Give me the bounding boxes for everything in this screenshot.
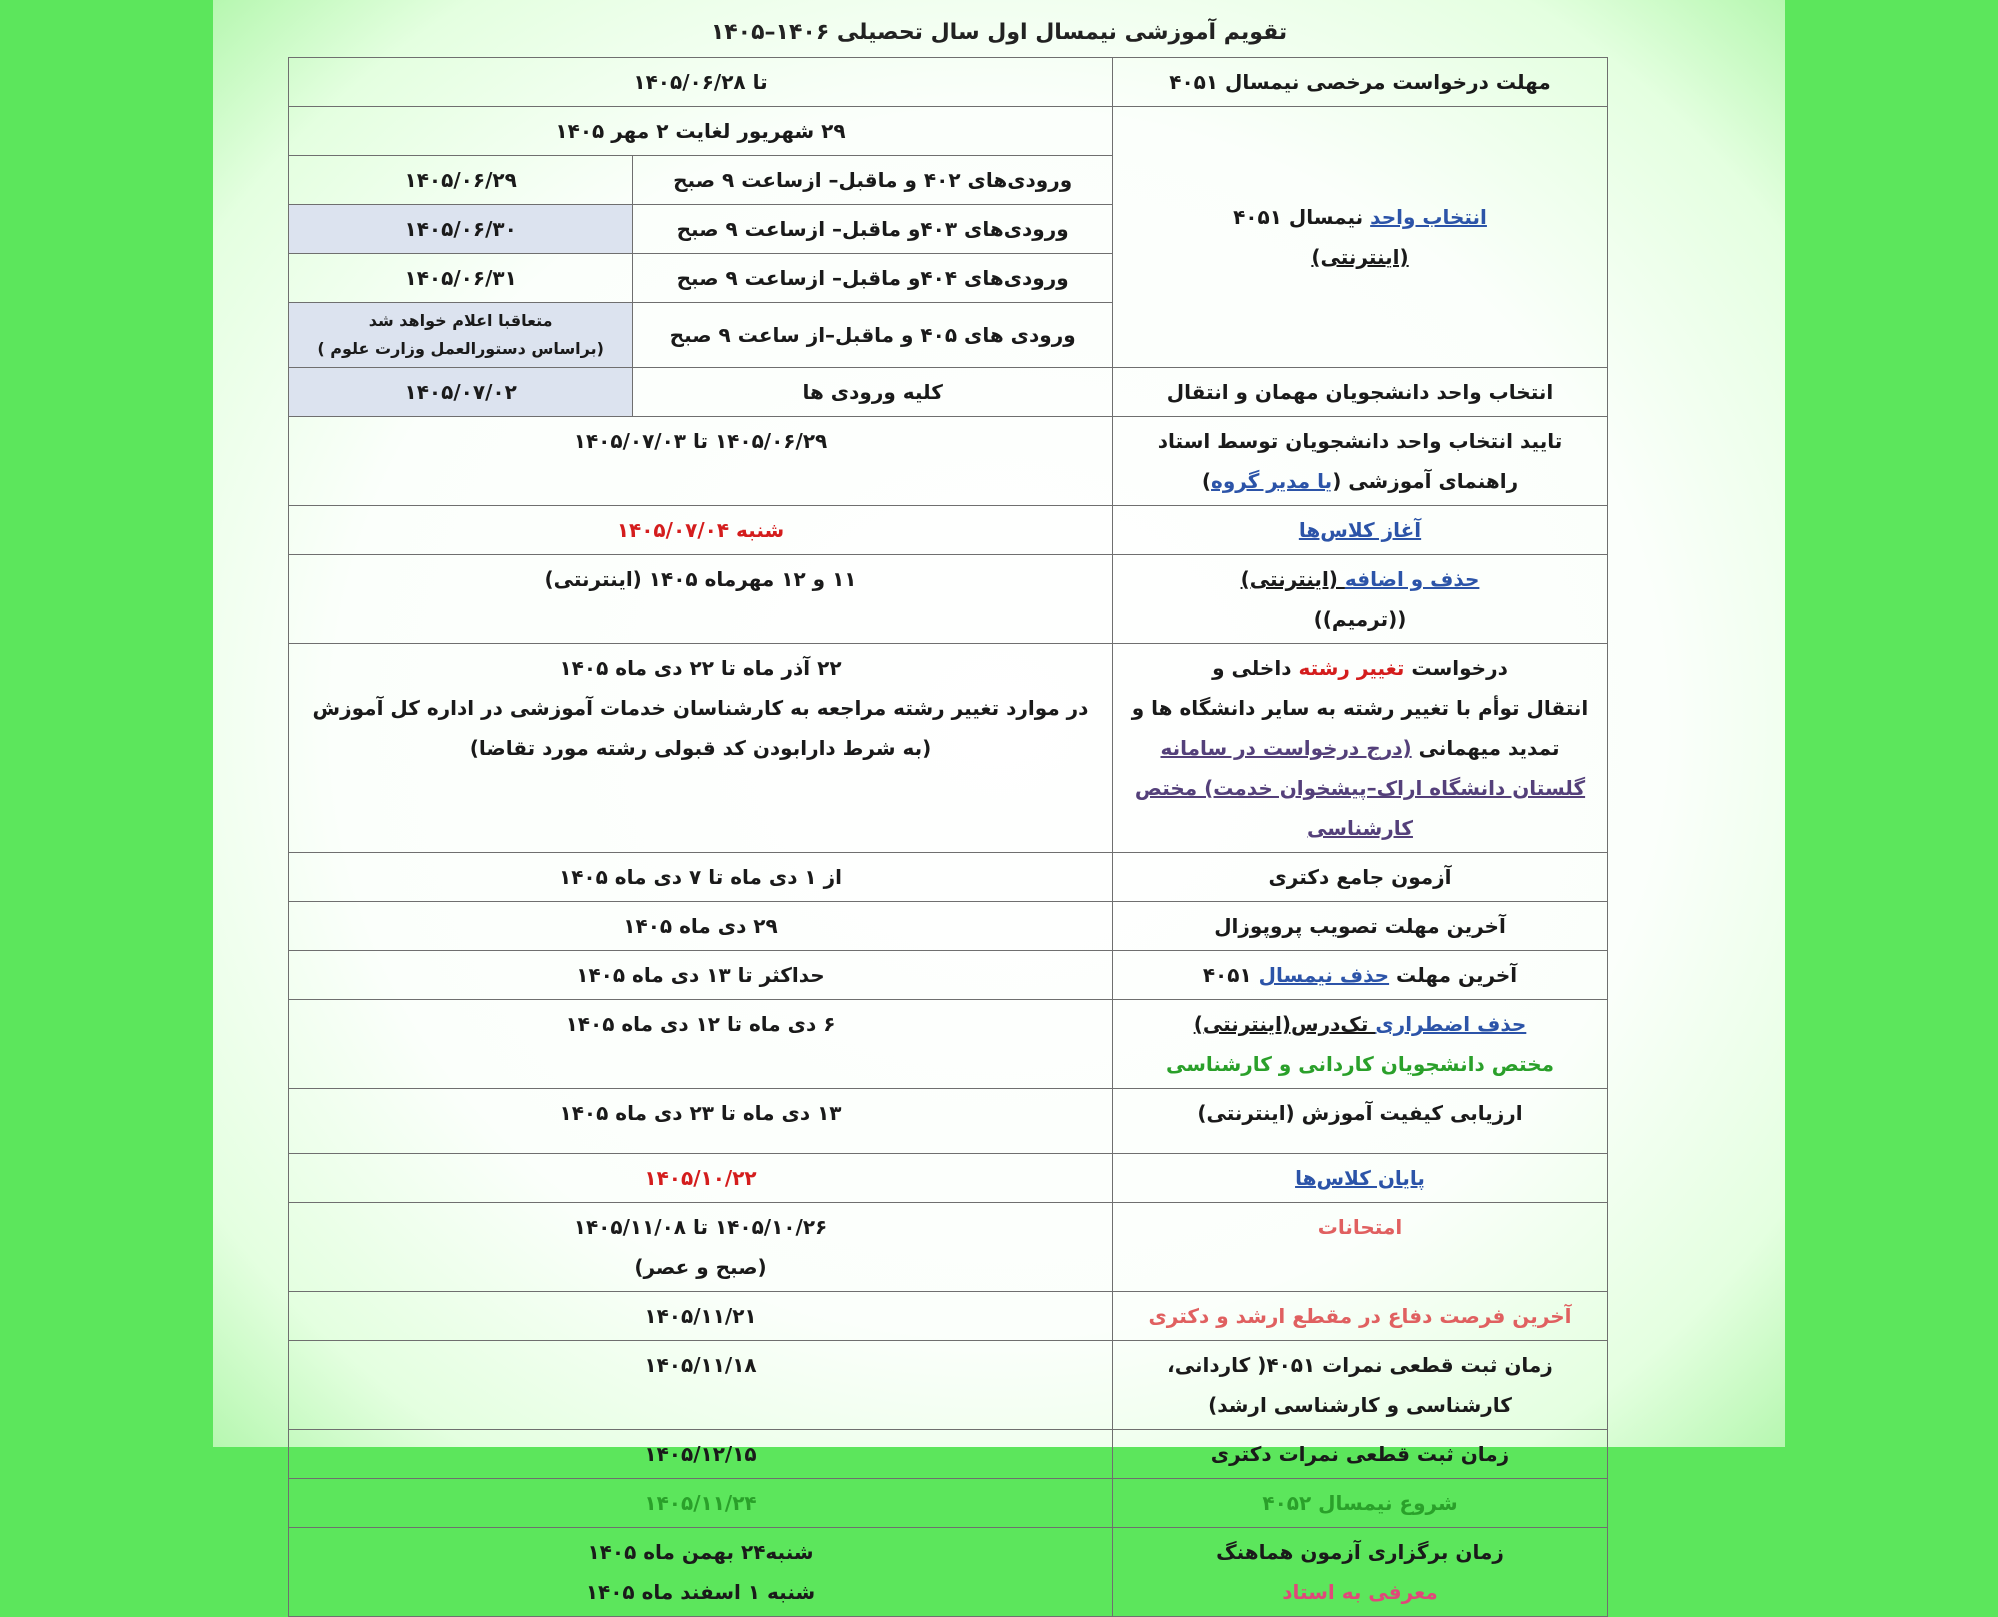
value-line: (صبح و عصر): [634, 1255, 767, 1279]
label-text: درخواست: [1404, 656, 1508, 680]
label-text: کارشناسی و کارشناسی ارشد): [1208, 1393, 1512, 1417]
cohort-group: ورودی‌های ۴۰۳و ماقبل– ازساعت ۹ صبح: [633, 205, 1113, 254]
label-highlight: حذف نیمسال: [1258, 963, 1390, 987]
row-label: آخرین مهلت تصویب پروپوزال: [1113, 902, 1608, 951]
row-label: [1113, 1528, 1608, 1617]
row-value: ۱۴۰۵/۱۲/۱۵: [289, 1430, 1113, 1479]
table-row: [289, 644, 1608, 853]
table-row: [289, 1154, 1608, 1203]
label-text: راهنمای آموزشی (: [1332, 469, 1519, 493]
value-line: شنبه ۱ اسفند ماه ۱۴۰۵: [585, 1580, 816, 1604]
table-row: [289, 1430, 1608, 1479]
table-row: [289, 506, 1608, 555]
row-value: [289, 1203, 1113, 1292]
row-value: [289, 1528, 1113, 1617]
label-highlight: یا مدیر گروه: [1211, 469, 1333, 493]
row-label: آغاز کلاس‌ها: [1113, 506, 1608, 555]
table-row: [289, 1479, 1608, 1528]
row-value: ۱۴۰۵/۱۰/۲۲: [289, 1154, 1113, 1203]
row-value: [289, 644, 1113, 853]
cohort-date: ۱۴۰۵/۰۶/۳۰: [289, 205, 633, 254]
row-group: کلیه ورودی ها: [633, 368, 1113, 417]
table-row: [289, 902, 1608, 951]
page-title: تقویم آموزشی نیمسال اول سال تحصیلی ۱۴۰۶–۱۴۰۵: [710, 20, 1288, 45]
label-text: تک‌درس(اینترنتی): [1193, 1012, 1376, 1036]
row-value: ۱۱ و ۱۲ مهرماه ۱۴۰۵ (اینترنتی): [289, 555, 1113, 644]
label-text: (اینترنتی): [1311, 245, 1409, 269]
row-value: ۲۹ شهریور لغایت ۲ مهر ۱۴۰۵: [289, 107, 1113, 156]
label-text: (اینترنتی): [1240, 567, 1345, 591]
table-row: [289, 417, 1608, 506]
label-text: ): [1201, 469, 1212, 493]
row-value: حداکثر تا ۱۳ دی ماه ۱۴۰۵: [289, 951, 1113, 1000]
row-label: [1113, 417, 1608, 506]
row-value: ۶ دی ماه تا ۱۲ دی ماه ۱۴۰۵: [289, 1000, 1113, 1089]
label-text: زمان ثبت قطعی نمرات ۴۰۵۱( کاردانی،: [1167, 1353, 1553, 1377]
value-line: ۲۲ آذر ماه تا ۲۲ دی ماه ۱۴۰۵: [559, 656, 842, 680]
cohort-group: ورودی‌های ۴۰۲ و ماقبل– ازساعت ۹ صبح: [633, 156, 1113, 205]
row-value: ۱۳ دی ماه تا ۲۳ دی ماه ۱۴۰۵: [289, 1089, 1113, 1154]
label-highlight: حذف اضطراری: [1375, 1012, 1527, 1036]
cohort-group: ورودی‌های ۴۰۴و ماقبل– ازساعت ۹ صبح: [633, 254, 1113, 303]
table-row: [289, 555, 1608, 644]
label-highlight: (درج درخواست در سامانه: [1160, 736, 1412, 760]
row-label: [1113, 1341, 1608, 1430]
cohort-date: ۱۴۰۵/۰۶/۳۱: [289, 254, 633, 303]
value-line: در موارد تغییر رشته مراجعه به کارشناسان خدمات آموزشی در اداره کل آموزش: [312, 696, 1089, 720]
cohort-date: ۱۴۰۵/۰۶/۲۹: [289, 156, 633, 205]
label-text: آخرین مهلت: [1389, 963, 1518, 987]
row-value: ۲۹ دی ماه ۱۴۰۵: [289, 902, 1113, 951]
table-row: [289, 853, 1608, 902]
row-value: ۱۴۰۵/۱۱/۲۴: [289, 1479, 1113, 1528]
calendar-table: [288, 57, 1608, 1617]
cohort-date: [289, 303, 633, 368]
row-label: [1113, 644, 1608, 853]
table-row: [289, 951, 1608, 1000]
row-label: [1113, 1000, 1608, 1089]
row-label: پایان کلاس‌ها: [1113, 1154, 1608, 1203]
row-value: ۱۴۰۵/۱۱/۲۱: [289, 1292, 1113, 1341]
value-line: شنبه۲۴ بهمن ماه ۱۴۰۵: [587, 1540, 814, 1564]
label-highlight: تغییر رشته: [1298, 656, 1405, 680]
label-text: نیمسال ۴۰۵۱: [1233, 205, 1371, 229]
row-value: تا ۱۴۰۵/۰۶/۲۸: [289, 58, 1113, 107]
row-label: آزمون جامع دکتری: [1113, 853, 1608, 902]
calendar-sheet: [213, 0, 1785, 1604]
date-note: متعاقبا اعلام خواهد شد: [368, 311, 553, 330]
label-highlight: معرفی به استاد: [1282, 1580, 1438, 1604]
label-highlight: حذف و اضافه: [1344, 567, 1480, 591]
label-text: ((ترمیم)): [1313, 607, 1407, 631]
label-text: تمدید میهمانی: [1411, 736, 1560, 760]
date-note: (براساس دستورالعمل وزارت علوم ): [317, 339, 604, 358]
label-highlight: گلستان دانشگاه اراک–پیشخوان خدمت) مختص: [1134, 776, 1586, 800]
row-label: مهلت درخواست مرخصی نیمسال ۴۰۵۱: [1113, 58, 1608, 107]
label-text: تایید انتخاب واحد دانشجویان توسط استاد: [1157, 429, 1563, 453]
row-value: ۱۴۰۵/۰۶/۲۹ تا ۱۴۰۵/۰۷/۰۳: [289, 417, 1113, 506]
row-value: ۱۴۰۵/۱۱/۱۸: [289, 1341, 1113, 1430]
table-row: [289, 1089, 1608, 1154]
row-value: از ۱ دی ماه تا ۷ دی ماه ۱۴۰۵: [289, 853, 1113, 902]
table-row: [289, 1203, 1608, 1292]
row-label: شروع نیمسال ۴۰۵۲: [1113, 1479, 1608, 1528]
row-label: آخرین فرصت دفاع در مقطع ارشد و دکتری: [1113, 1292, 1608, 1341]
table-row: [289, 58, 1608, 107]
label-text: انتقال توأم با تغییر رشته به سایر دانشگاه ها و: [1131, 696, 1589, 720]
table-row: [289, 107, 1608, 156]
row-label: زمان ثبت قطعی نمرات دکتری: [1113, 1430, 1608, 1479]
value-line: (به شرط دارابودن کد قبولی رشته مورد تقاضا): [469, 736, 932, 760]
row-label: [1113, 555, 1608, 644]
table-row: [289, 368, 1608, 417]
row-label: امتحانات: [1113, 1203, 1608, 1292]
row-value: شنبه ۱۴۰۵/۰۷/۰۴: [289, 506, 1113, 555]
row-label: [1113, 107, 1608, 368]
row-label: [1113, 951, 1608, 1000]
table-row: [289, 1292, 1608, 1341]
label-text: زمان برگزاری آزمون هماهنگ: [1216, 1540, 1504, 1564]
row-label: انتخاب واحد دانشجویان مهمان و انتقال: [1113, 368, 1608, 417]
value-line: ۱۴۰۵/۱۰/۲۶ تا ۱۴۰۵/۱۱/۰۸: [573, 1215, 828, 1239]
label-highlight: کارشناسی: [1307, 816, 1413, 840]
label-text: داخلی و: [1212, 656, 1299, 680]
table-row: [289, 1528, 1608, 1617]
table-row: [289, 1341, 1608, 1430]
row-value: ۱۴۰۵/۰۷/۰۲: [289, 368, 633, 417]
table-row: [289, 1000, 1608, 1089]
label-highlight: مختص دانشجویان کاردانی و کارشناسی: [1166, 1052, 1554, 1076]
label-highlight: انتخاب واحد: [1370, 205, 1487, 229]
label-text: ۴۰۵۱: [1202, 963, 1259, 987]
row-label: ارزیابی کیفیت آموزش (اینترنتی): [1113, 1089, 1608, 1154]
cohort-group: ورودی های ۴۰۵ و ماقبل–از ساعت ۹ صبح: [633, 303, 1113, 368]
